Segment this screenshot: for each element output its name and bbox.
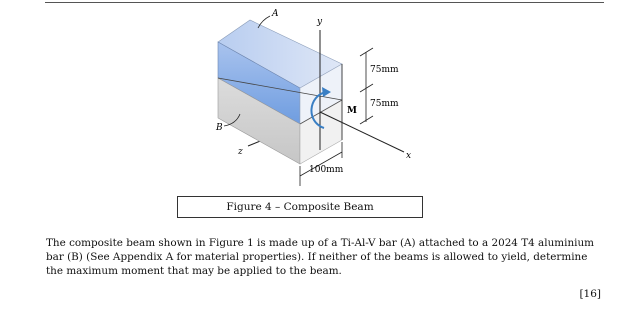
label-dim-top: 75mm: [370, 65, 399, 75]
label-z: z: [238, 147, 243, 157]
figure-caption: [177, 196, 423, 218]
label-dim-width: 100mm: [309, 165, 344, 175]
label-a: A: [272, 9, 279, 19]
label-b: B: [216, 123, 223, 133]
problem-statement: The composite beam shown in Figure 1 is made up of a Ti-Al-V bar (A) attached to a 2024 T4 aluminium bar (B) (See Appendix A for material properties). If neither of the beams is allowed to yield, determine the maximum moment that may be applied to the beam.: [46, 237, 595, 277]
marks-allocation: [16]: [579, 288, 601, 300]
figure-caption-text: Figure 4 – Composite Beam: [226, 201, 374, 213]
label-dim-bottom: 75mm: [370, 99, 399, 109]
label-x: x: [406, 151, 412, 161]
label-m: M: [347, 106, 357, 116]
label-y: y: [317, 17, 323, 27]
